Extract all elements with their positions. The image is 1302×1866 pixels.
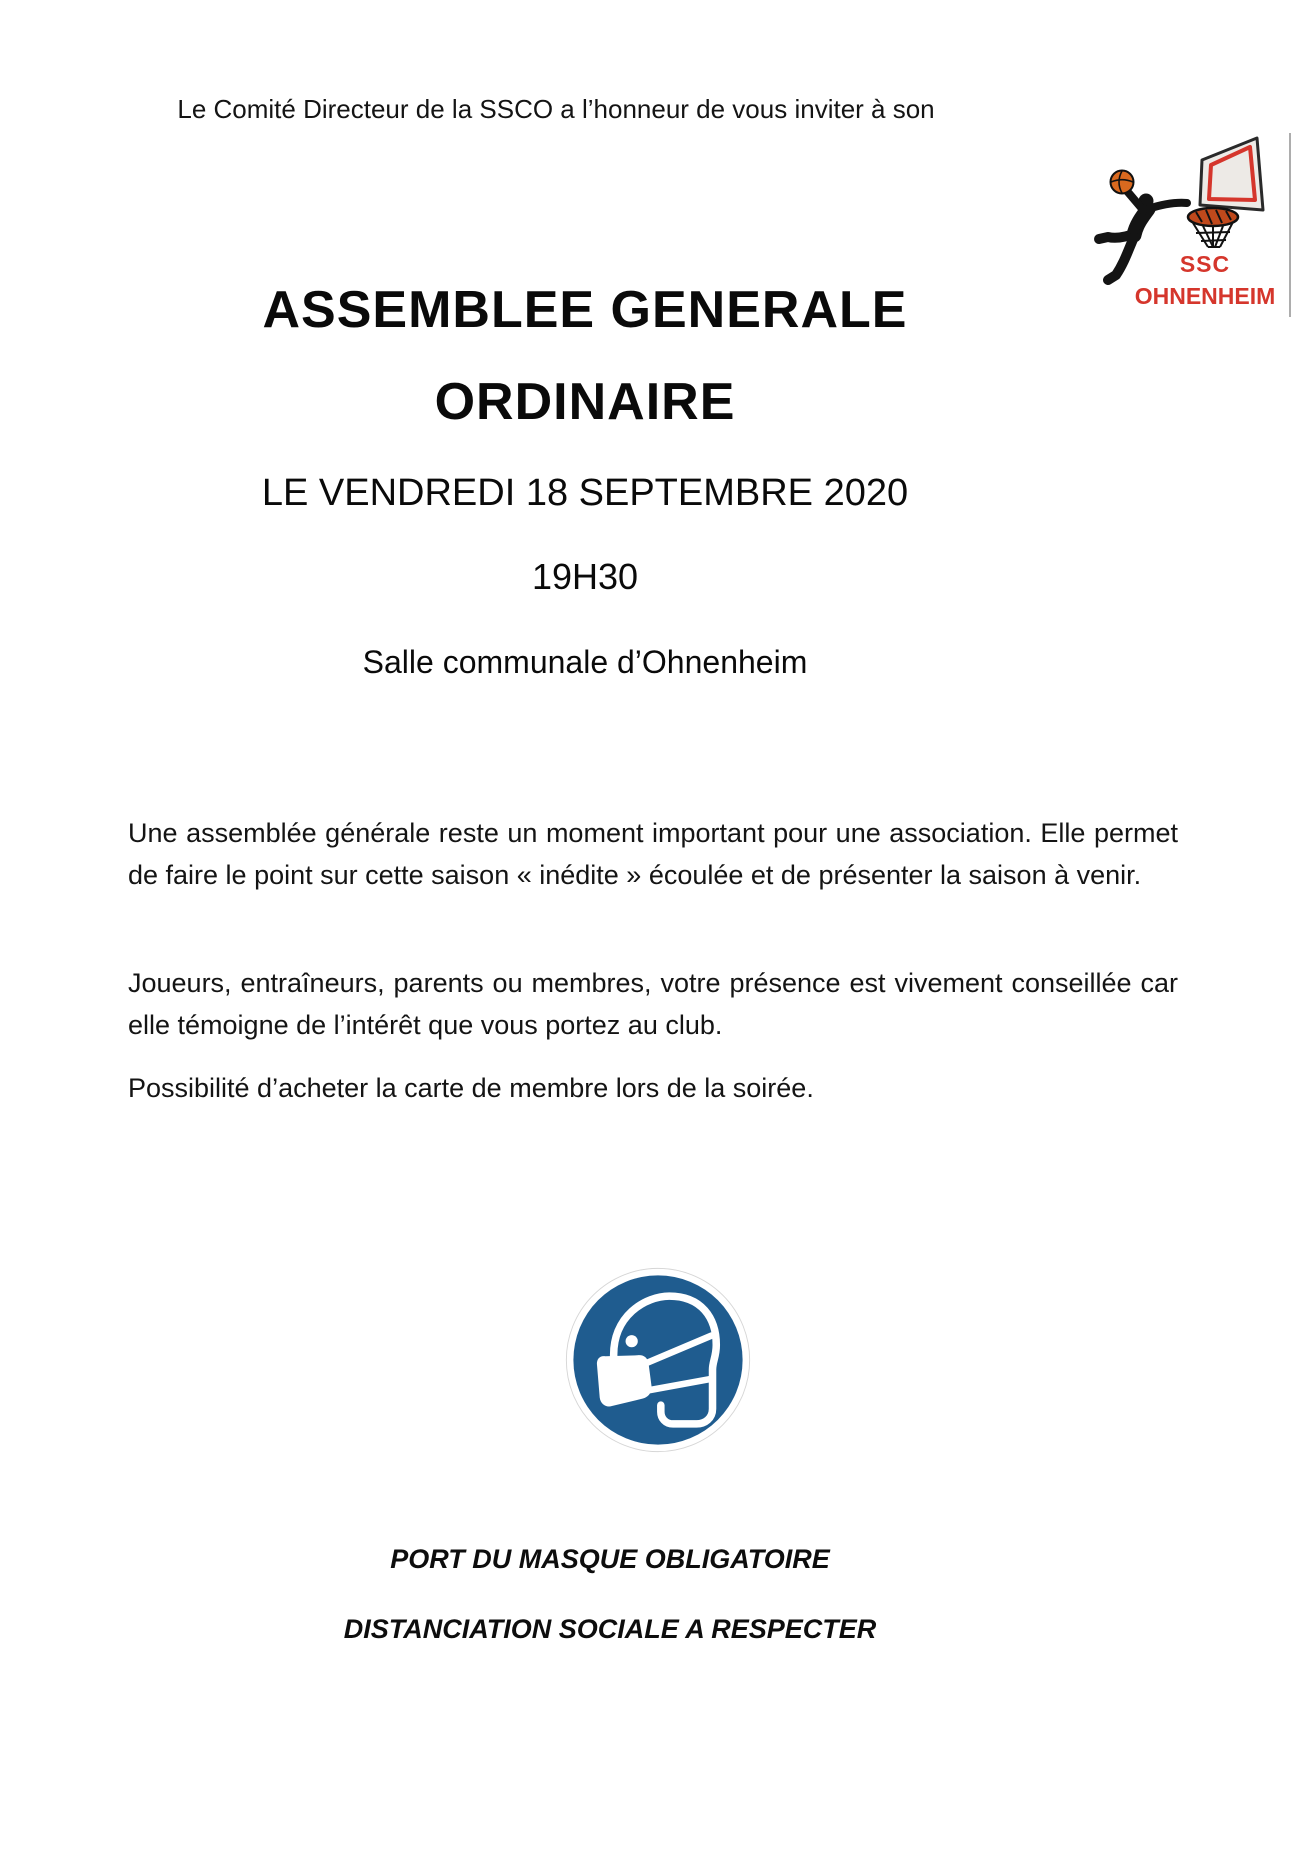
- main-title-line1: ASSEMBLEE GENERALE: [262, 281, 908, 339]
- event-date: LE VENDREDI 18 SEPTEMBRE 2020: [261, 472, 909, 514]
- club-name-line1: SSC: [1179, 251, 1231, 277]
- main-title-line2: ORDINAIRE: [434, 373, 736, 431]
- hoop-rim-icon: [1188, 208, 1238, 226]
- footer-distancing-rule: DISTANCIATION SOCIALE A RESPECTER: [343, 1614, 877, 1644]
- mask-mandatory-icon: [564, 1266, 752, 1454]
- paragraph-attendance: Joueurs, entraîneurs, parents ou membres, votre présence est vivement conseillée car elle témoigne de l’intérêt que vous portez au club.: [128, 968, 1178, 1040]
- paragraph-assembly-importance: Une assemblée générale reste un moment important pour une association. Elle permet de faire le point sur cette saison « inédite » écoulée et de présenter la saison à venir.: [128, 818, 1178, 890]
- eye-dot: [626, 1335, 638, 1347]
- mask-mandatory-sign: [564, 1266, 752, 1454]
- club-name-line2: OHNENHEIM: [1134, 283, 1276, 309]
- backboard-icon: [1200, 138, 1263, 210]
- event-venue: Salle communale d’Ohnenheim: [362, 644, 808, 680]
- paragraph-membership-card: Possibilité d’acheter la carte de membre lors de la soirée.: [128, 1073, 814, 1103]
- vertical-divider: [1289, 133, 1291, 317]
- basketball-icon: [1111, 171, 1134, 194]
- footer-mask-rule: PORT DU MASQUE OBLIGATOIRE: [390, 1544, 830, 1574]
- intro-line: Le Comité Directeur de la SSCO a l’honneur de vous inviter à son: [177, 94, 935, 124]
- event-time: 19H30: [531, 556, 639, 597]
